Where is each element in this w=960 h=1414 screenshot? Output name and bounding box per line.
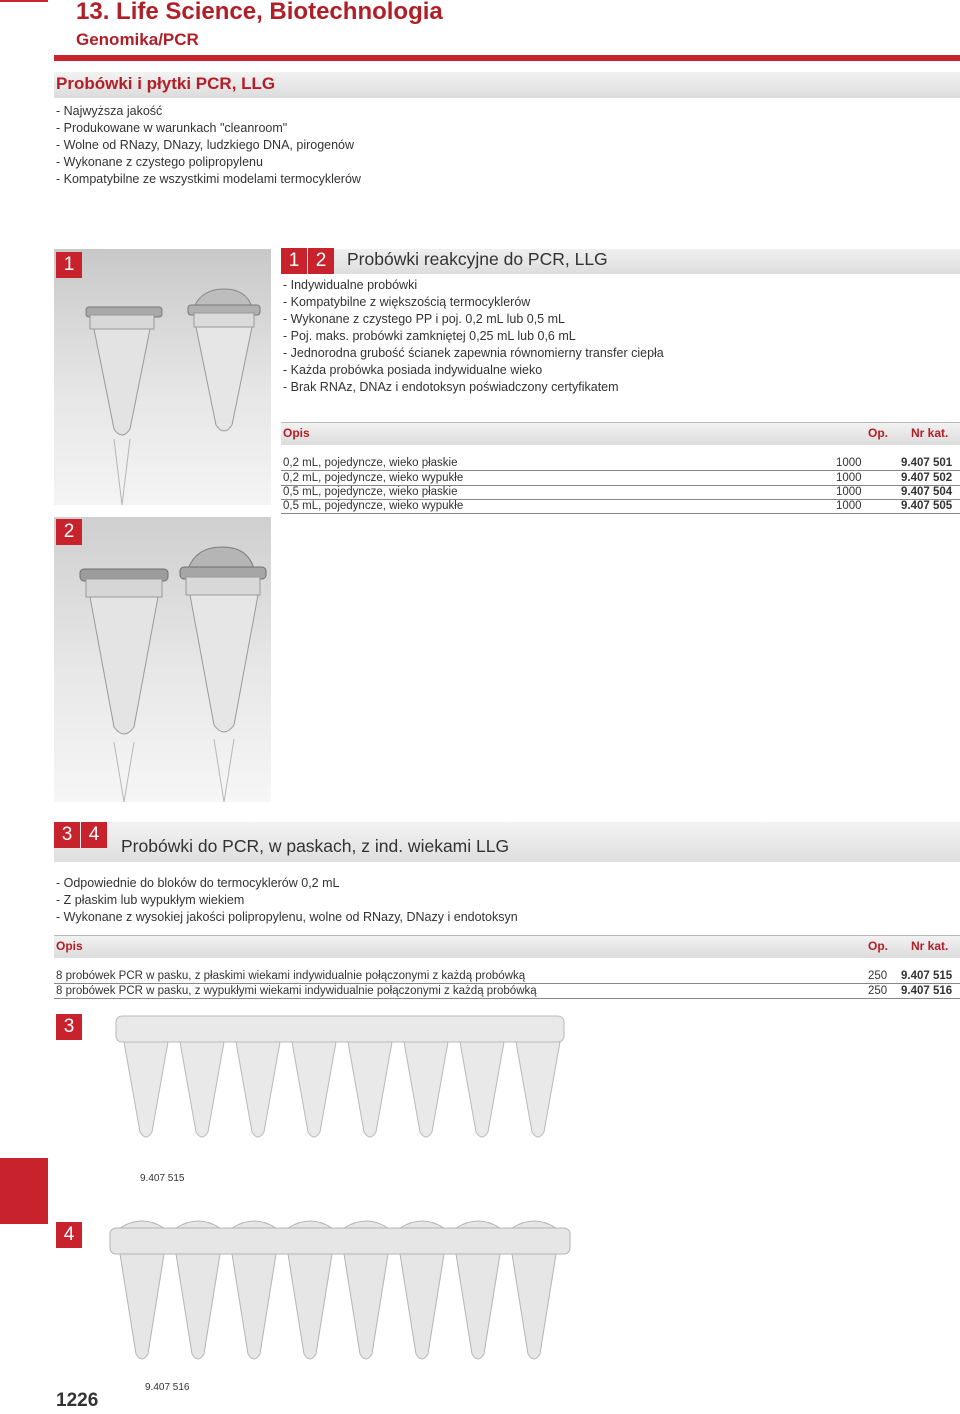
product1-table-header [281,422,960,445]
row-desc: 0,2 mL, pojedyncze, wieko wypukłe [283,472,464,484]
list-item: - Najwyższa jakość [56,104,163,118]
list-item: - Odpowiednie do bloków do termocyklerów 0,2 mL [56,876,340,890]
list-item: - Brak RNAz, DNAz i endotoksyn poświadczony certyfikatem [283,380,619,394]
row-desc: 0,5 mL, pojedyncze, wieko płaskie [283,486,458,498]
row-cat: 9.407 515 [901,970,953,982]
photo-label-2: 2 [56,519,82,545]
section-title: Probówki i płytki PCR, LLG [56,74,276,93]
col-desc: Opis [283,426,310,440]
table-row [281,485,960,500]
list-item: - Jednorodna grubość ścianek zapewnia równomierny transfer ciepła [283,346,664,360]
table-row [54,969,960,984]
top-red-rule [54,55,960,61]
row-desc: 8 probówek PCR w pasku, z płaskimi wiekami indywidualnie połączonymi z każdą probówką [56,970,526,982]
row-qty: 1000 [836,500,862,512]
table-row [54,984,960,999]
product2-bullets [56,875,518,926]
col-desc: Opis [56,939,83,953]
row-qty: 250 [868,985,888,997]
table-row [281,499,960,514]
photo-label-3: 3 [56,1014,82,1040]
list-item: - Kompatybilne z większością termocyklerów [283,295,531,309]
col-qty: Op. [868,939,888,953]
page-number: 1226 [56,1390,99,1411]
table-row [281,471,960,486]
list-item: - Produkowane w warunkach "cleanroom" [56,121,288,135]
photo-label-1: 1 [56,252,82,278]
row-desc: 8 probówek PCR w pasku, z wypukłymi wiekami indywidualnie połączonymi z każdą probówką [56,985,537,997]
list-item: - Każda probówka posiada indywidualne wieko [283,363,543,377]
row-cat: 9.407 516 [901,985,953,997]
photo-two-tubes [54,517,271,802]
chapter-title: 13. Life Science, Biotechnologia [76,0,443,25]
chapter-subtitle: Genomika/PCR [76,30,199,49]
row-cat: 9.407 501 [901,457,953,469]
row-cat: 9.407 502 [901,472,953,484]
row-qty: 1000 [836,472,862,484]
product2-badge-a: 3 [54,822,80,848]
list-item: - Wykonane z wysokiej jakości polipropylenu, wolne od RNazy, DNazy i endotoksyn [56,910,518,924]
product1-title: Probówki reakcyjne do PCR, LLG [347,249,608,269]
row-qty: 1000 [836,486,862,498]
table-row [281,456,960,471]
list-item: - Z płaskim lub wypukłym wiekiem [56,893,245,907]
side-tab [0,1158,48,1224]
caption-strip-domed: 9.407 516 [145,1382,190,1393]
col-qty: Op. [868,426,888,440]
col-cat: Nr kat. [911,939,949,953]
photo-strip-flat [110,1012,570,1152]
caption-strip-flat: 9.407 515 [140,1173,185,1184]
list-item: - Indywidualne probówki [283,278,418,292]
top-left-block [0,0,48,2]
row-desc: 0,2 mL, pojedyncze, wieko płaskie [283,457,458,469]
tubes-illustration [54,517,271,802]
row-cat: 9.407 505 [901,500,953,512]
product1-badge-a: 1 [281,248,307,274]
product1-badge-b: 2 [308,248,334,274]
row-cat: 9.407 504 [901,486,953,498]
product2-badge-b: 4 [81,822,107,848]
list-item: - Wykonane z czystego PP i poj. 0,2 mL lub 0,5 mL [283,312,565,326]
tube-illustration [54,249,271,505]
section-header [54,72,960,98]
photo-strip-domed [106,1214,576,1374]
product1-bullets [283,277,664,396]
strip-domed-illustration [106,1214,576,1374]
strip-flat-illustration [110,1012,570,1152]
list-item: - Poj. maks. probówki zamkniętej 0,25 mL lub 0,6 mL [283,329,576,343]
row-qty: 250 [868,970,888,982]
product2-header [54,822,960,862]
list-item: - Wykonane z czystego polipropylenu [56,155,263,169]
photo-single-tube [54,249,271,505]
row-desc: 0,5 mL, pojedyncze, wieko wypukłe [283,500,464,512]
list-item: - Kompatybilne ze wszystkimi modelami termocyklerów [56,172,361,186]
product2-title: Probówki do PCR, w paskach, z ind. wiekami LLG [121,836,510,856]
col-cat: Nr kat. [911,426,949,440]
section-bullets [56,103,361,188]
product2-table-header [54,935,960,958]
product1-header [281,249,960,274]
list-item: - Wolne od RNazy, DNazy, ludzkiego DNA, pirogenów [56,138,355,152]
row-qty: 1000 [836,457,862,469]
photo-label-4: 4 [56,1222,82,1248]
